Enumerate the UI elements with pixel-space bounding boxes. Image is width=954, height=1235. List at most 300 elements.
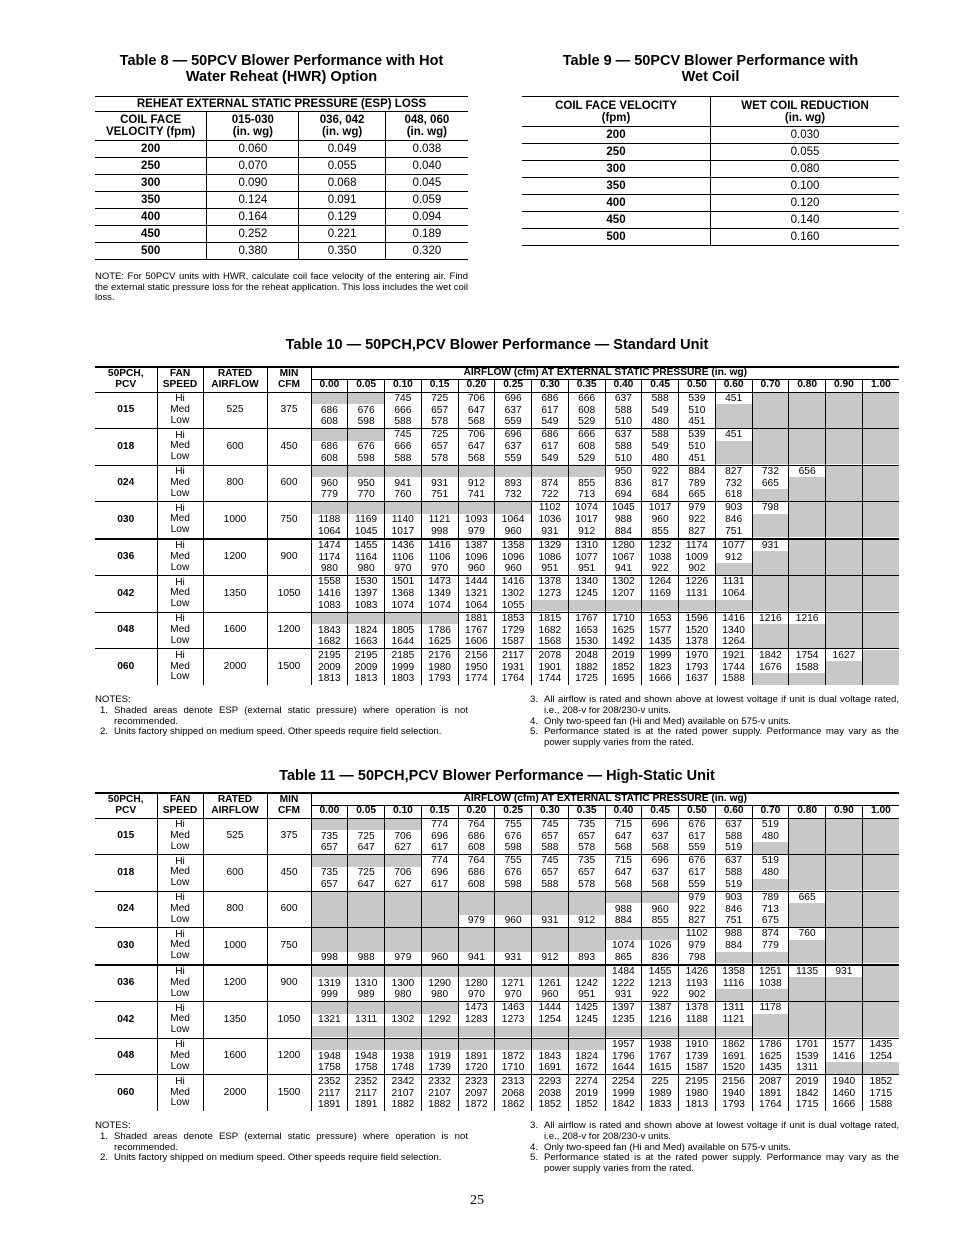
airflow-value: 1764 [501,673,525,685]
airflow-value: 1891 [318,1099,341,1111]
note-text: Only two-speed fan (Hi and Med) available on 575-v units. [544,715,791,727]
airflow-value [826,892,862,904]
airflow-value [495,928,531,940]
airflow-cell [458,1038,495,1075]
airflow-value [789,441,825,453]
fan-speed-header-line: SPEED [162,804,198,816]
airflow-value [348,466,384,478]
airflow-value [826,1026,862,1038]
airflow-stack [789,393,825,429]
model-header-line: PCV [115,378,137,390]
airflow-stack [532,466,568,502]
airflow-cell [421,855,458,892]
airflow-value: 902 [688,563,706,575]
airflow-value: 578 [578,842,596,854]
airflow-value: 637 [651,830,669,842]
airflow-cell [642,539,679,576]
airflow-value [385,819,421,831]
min-cfm-header [267,793,311,818]
airflow-stack [422,1039,458,1075]
airflow-value [863,393,899,405]
airflow-value [826,613,862,625]
airflow-stack [348,966,384,1002]
airflow-stack [532,966,568,1002]
airflow-cell [568,502,605,539]
airflow-stack [459,1076,495,1112]
airflow-stack [348,393,384,429]
airflow-cell [642,429,679,466]
airflow-value [422,613,458,625]
esp-header: 0.35 [568,805,605,818]
airflow-stack [495,966,531,1002]
airflow-cell [862,1002,899,1039]
airflow-value: 1283 [465,1014,488,1026]
fan-speed-cell [157,465,203,502]
airflow-stack [348,892,384,928]
airflow-value: 1083 [354,599,378,611]
table8-col-header [299,112,385,141]
airflow-stack [863,429,899,465]
airflow-value: 1725 [575,673,598,685]
airflow-cell [826,1038,863,1075]
airflow-value: 529 [578,452,596,464]
airflow-stack [753,429,789,465]
airflow-stack [753,650,789,686]
airflow-stack [826,393,862,429]
airflow-value [863,636,899,648]
airflow-value: 960 [651,514,669,526]
airflow-value: 1121 [428,514,451,526]
airflow-value: 1587 [501,636,525,648]
airflow-stack [606,466,642,502]
min-cfm-cell: 600 [267,465,311,502]
airflow-value: 1102 [538,502,561,514]
airflow-value: 1164 [355,551,378,563]
airflow-cell [679,465,716,502]
airflow-value: 706 [394,830,412,842]
airflow-value: 745 [394,429,412,441]
airflow-stack [422,613,458,649]
airflow-cell [715,576,752,613]
airflow-cell [458,1075,495,1112]
airflow-stack [459,1002,495,1038]
airflow-value: 1980 [685,1087,709,1099]
airflow-value: 647 [614,830,632,842]
airflow-stack [642,892,678,928]
airflow-value: 960 [504,915,522,927]
airflow-cell [311,1002,348,1039]
airflow-cell [385,612,422,649]
airflow-stack [753,1039,789,1075]
airflow-value [716,453,752,465]
airflow-value: 1426 [685,965,709,977]
airflow-cell [679,539,716,576]
table10-notes [95,695,899,751]
airflow-cell [826,1075,863,1112]
airflow-value: 519 [761,818,779,830]
airflow-cell [421,502,458,539]
airflow-value [826,1014,862,1026]
airflow-value [312,393,348,405]
airflow-value: 588 [614,404,632,416]
airflow-cell [348,649,385,686]
airflow-cell [385,429,422,466]
airflow-value: 836 [614,477,632,489]
airflow-stack [459,855,495,891]
airflow-stack [642,576,678,612]
unit-row [95,818,899,855]
airflow-stack [348,1002,384,1038]
airflow-cell [348,818,385,855]
airflow-value: 666 [394,404,412,416]
rated-airflow-cell: 525 [203,818,267,855]
fan-speed-cell [157,891,203,928]
airflow-cell [421,429,458,466]
esp-header: 0.60 [715,379,752,392]
fan-speed-label: Hi [175,1075,185,1087]
min-cfm-header-line: CFM [277,378,301,390]
airflow-value: 931 [431,477,449,489]
airflow-stack [789,819,825,855]
esp-header: 0.00 [311,379,348,392]
airflow-value: 1852 [575,1099,598,1111]
min-cfm-header [267,367,311,392]
airflow-cell [348,1075,385,1112]
airflow-value: 559 [504,452,522,464]
airflow-value: 1682 [318,636,341,648]
airflow-value: 1695 [612,673,635,685]
esp-header: 0.15 [421,805,458,818]
table-cell: 350 [522,178,711,195]
airflow-value: 568 [614,842,632,854]
airflow-value [789,429,825,441]
esp-header: 0.70 [752,805,789,818]
airflow-stack [569,540,605,576]
airflow-value: 1663 [354,636,378,648]
airflow-stack [459,819,495,855]
airflow-cell [789,612,826,649]
airflow-value: 1242 [575,977,598,989]
airflow-value: 1093 [465,514,488,526]
airflow-cell [605,818,642,855]
airflow-cell [789,855,826,892]
airflow-cell [715,928,752,965]
airflow-value [789,819,825,831]
note-text: Units factory shipped on medium speed. Other speeds require field selection. [114,1152,442,1164]
airflow-cell [789,965,826,1002]
airflow-cell [642,392,679,429]
airflow-stack [826,540,862,576]
airflow-value: 922 [688,514,706,526]
airflow-value: 741 [467,489,485,501]
airflow-value [642,1026,678,1038]
airflow-value [459,928,495,940]
airflow-value: 1758 [318,1062,341,1074]
airflow-value: 608 [320,452,338,464]
airflow-stack [679,613,715,649]
airflow-value: 1140 [391,514,414,526]
table8-title-line1: Table 8 — 50PCV Blower Performance with Hot [119,53,444,69]
esp-header: 0.40 [605,805,642,818]
airflow-value: 608 [467,842,485,854]
airflow-value: 1901 [538,661,562,673]
airflow-stack [532,819,568,855]
airflow-stack [606,1002,642,1038]
fan-speed-label: Low [170,414,190,426]
fan-speed-label: Low [170,987,190,999]
airflow-value: 865 [614,951,632,963]
note-number: 4. [530,715,539,727]
airflow-value [826,563,862,575]
airflow-value: 647 [614,867,632,879]
airflow-value: 2107 [428,1087,451,1099]
airflow-stack [642,393,678,429]
airflow-value: 725 [357,830,375,842]
note-text: Shaded areas denote ESP (external static pressure) where operation is not recommended. [114,1130,468,1153]
notes-right [530,695,899,749]
airflow-cell [862,502,899,539]
unit-row [95,502,899,539]
airflow-stack [312,650,348,686]
note-number: 2. [100,1152,109,1164]
airflow-value: 1938 [648,1038,672,1050]
airflow-stack [863,892,899,928]
airflow-value: 608 [320,416,338,428]
table8-col-header-line: (in. wg) [321,126,363,138]
airflow-value: 732 [761,465,779,477]
airflow-cell [421,576,458,613]
fan-speed-label: Med [170,440,190,452]
airflow-cell [495,855,532,892]
airflow-stack [422,429,458,465]
airflow-value [422,1026,458,1038]
airflow-value [459,1039,495,1051]
fan-speed-label: Hi [175,466,185,478]
airflow-stack [863,819,899,855]
airflow-value: 1715 [869,1087,893,1099]
airflow-stack [312,502,348,538]
airflow-cell [348,1002,385,1039]
airflow-stack [753,393,789,429]
fan-speed-label: Low [170,1024,190,1036]
airflow-value: 706 [394,867,412,879]
airflow-value: 1378 [685,1002,709,1014]
airflow-cell [421,392,458,429]
airflow-cell [826,855,863,892]
airflow-stack [679,429,715,465]
airflow-value: 1796 [612,1050,635,1062]
esp-header: 0.25 [495,379,532,392]
airflow-cell [752,502,789,539]
airflow-value: 2019 [575,1087,598,1099]
airflow-value: 676 [688,855,706,867]
airflow-cell [385,891,422,928]
airflow-value: 1416 [501,576,525,588]
table-cell: 0.350 [299,243,385,260]
airflow-value: 666 [394,441,412,453]
airflow-cell [458,429,495,466]
table8-title-line2: Water Reheat (HWR) Option [185,69,378,85]
airflow-value [863,819,899,831]
airflow-value: 686 [320,404,338,416]
airflow-cell [605,1002,642,1039]
airflow-value: 903 [725,891,743,903]
airflow-value: 1378 [538,576,562,588]
esp-header: 0.15 [421,379,458,392]
airflow-value: 1950 [465,661,488,673]
airflow-value [642,600,678,612]
rated-airflow-cell: 1000 [203,928,267,965]
airflow-value: 950 [357,477,375,489]
airflow-value: 1387 [648,1002,672,1014]
note-number: 3. [530,694,539,705]
airflow-value: 2068 [501,1087,525,1099]
airflow-value [789,977,825,989]
airflow-cell [715,818,752,855]
airflow-value: 539 [688,429,706,441]
airflow-cell [421,1002,458,1039]
fan-speed-label: Low [170,1060,190,1072]
airflow-value [753,588,789,600]
airflow-cell [385,576,422,613]
airflow-value [532,928,568,940]
airflow-value: 1891 [465,1050,488,1062]
airflow-stack [679,1076,715,1112]
airflow-value: 1492 [612,636,635,648]
airflow-value [789,416,825,428]
airflow-value: 1754 [795,649,819,661]
airflow-value [495,966,531,978]
airflow-stack [385,892,421,928]
airflow-cell [568,818,605,855]
airflow-value: 817 [651,477,669,489]
airflow-cell [568,392,605,429]
airflow-value: 1843 [318,624,341,636]
table-cell: 0.090 [207,175,299,192]
airflow-value [716,600,752,612]
airflow-value [826,928,862,940]
airflow-stack [495,429,531,465]
table-cell: 400 [95,209,207,226]
airflow-value: 637 [725,855,743,867]
airflow-value: 970 [467,989,485,1001]
airflow-value: 1455 [354,539,378,551]
airflow-cell [421,818,458,855]
airflow-value [753,879,789,891]
airflow-value [789,551,825,563]
airflow-stack [495,1002,531,1038]
fan-speed-label: Med [170,587,190,599]
airflow-value: 1948 [354,1050,378,1062]
table-cell: 500 [95,243,207,260]
airflow-stack [459,393,495,429]
airflow-value: 225 [651,1075,669,1087]
note-text: All airflow is rated and shown above at lowest voltage if unit is dual voltage rated, i.e., 208-v for 208/230-v units. [544,1120,899,1142]
airflow-value: 1321 [318,1014,341,1026]
airflow-value: 568 [467,416,485,428]
airflow-value: 1280 [465,977,488,989]
airflow-stack [753,613,789,649]
airflow-cell [385,928,422,965]
airflow-value: 1691 [538,1062,562,1074]
airflow-value: 846 [725,903,743,915]
airflow-stack [422,1076,458,1112]
esp-header: 0.30 [532,379,569,392]
airflow-cell [826,465,863,502]
fan-speed-label: Low [170,840,190,852]
airflow-value: 2009 [354,661,378,673]
airflow-value [863,477,899,489]
airflow-stack [606,966,642,1002]
airflow-value: 1416 [722,612,745,624]
airflow-value: 951 [578,989,596,1001]
airflow-cell [532,576,569,613]
airflow-value: 1193 [685,977,708,989]
airflow-cell [862,649,899,686]
airflow-value: 884 [614,525,632,537]
airflow-value: 1627 [832,649,856,661]
airflow-cell [495,1038,532,1075]
airflow-value [459,940,495,952]
airflow-value [348,855,384,867]
table9-title-line2: Wet Coil [681,69,740,85]
airflow-stack [569,819,605,855]
airflow-stack [826,819,862,855]
airflow-value [789,453,825,465]
airflow-value [826,551,862,563]
airflow-cell [862,1038,899,1075]
fan-speed-label: Low [170,877,190,889]
airflow-stack [569,966,605,1002]
airflow-cell [752,392,789,429]
airflow-value: 980 [357,563,375,575]
airflow-value: 1813 [685,1099,709,1111]
airflow-value: 1425 [575,1002,598,1014]
airflow-stack [495,502,531,538]
airflow-value: 970 [504,989,522,1001]
airflow-value: 598 [504,842,522,854]
airflow-stack [569,1076,605,1112]
airflow-value: 1842 [759,649,782,661]
airflow-value: 696 [651,818,669,830]
airflow-stack [789,613,825,649]
rated-airflow-cell: 2000 [203,649,267,686]
airflow-stack [863,1076,899,1112]
fan-speed-label: Hi [175,576,185,588]
table-cell: 0.080 [711,161,900,178]
airflow-cell [789,539,826,576]
fan-speed-label: Med [170,939,190,951]
airflow-cell [568,891,605,928]
airflow-stack [385,466,421,502]
airflow-value: 960 [504,525,522,537]
airflow-value [716,563,752,575]
airflow-value [569,1039,605,1051]
airflow-value: 617 [431,878,449,890]
fan-speed-cell [157,392,203,429]
esp-header: 0.20 [458,805,495,818]
airflow-stack [385,1076,421,1112]
airflow-value [459,466,495,478]
airflow-cell [862,818,899,855]
airflow-stack [532,928,568,964]
rated-airflow-header [203,367,267,392]
airflow-stack [679,502,715,538]
airflow-cell [679,1038,716,1075]
airflow-cell [752,649,789,686]
airflow-stack [495,855,531,891]
airflow-value [789,600,825,612]
